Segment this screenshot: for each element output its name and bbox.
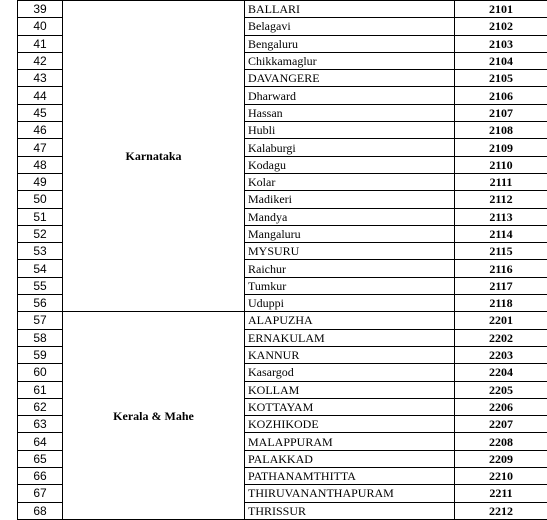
city-code: 2117 [455,277,547,294]
city-name: Tumkur [245,277,455,294]
serial-number: 66 [18,468,63,485]
serial-number: 41 [18,35,63,52]
serial-number: 65 [18,450,63,467]
city-code: 2118 [455,295,547,312]
serial-number: 61 [18,381,63,398]
city-code: 2108 [455,122,547,139]
city-code: 2209 [455,450,547,467]
city-code-table [17,0,547,520]
city-code: 2110 [455,156,547,173]
city-code: 2102 [455,18,547,35]
city-name: ALAPUZHA [245,312,455,329]
state-name: Kerala & Mahe [63,312,245,520]
city-name: PALAKKAD [245,450,455,467]
city-name: Raichur [245,260,455,277]
serial-number: 50 [18,191,63,208]
city-code: 2210 [455,468,547,485]
serial-number: 42 [18,52,63,69]
serial-number: 59 [18,346,63,363]
serial-number: 56 [18,295,63,312]
city-name: Kalaburgi [245,139,455,156]
serial-number: 57 [18,312,63,329]
city-code: 2204 [455,364,547,381]
city-code: 2207 [455,416,547,433]
city-name: KOZHIKODE [245,416,455,433]
city-code: 2205 [455,381,547,398]
city-name: Madikeri [245,191,455,208]
city-name: Kolar [245,173,455,190]
city-name: Dharward [245,87,455,104]
city-code: 2111 [455,173,547,190]
table-body [18,1,547,520]
city-name: Kasargod [245,364,455,381]
city-code: 2202 [455,329,547,346]
serial-number: 62 [18,398,63,415]
city-code: 2114 [455,225,547,242]
city-name: Chikkamaglur [245,52,455,69]
city-name: KANNUR [245,346,455,363]
serial-number: 39 [18,1,63,18]
city-code: 2203 [455,346,547,363]
city-name: Mangaluru [245,225,455,242]
city-name: Hubli [245,122,455,139]
serial-number: 52 [18,225,63,242]
city-code: 2206 [455,398,547,415]
city-name: Mandya [245,208,455,225]
serial-number: 63 [18,416,63,433]
serial-number: 58 [18,329,63,346]
city-code: 2106 [455,87,547,104]
serial-number: 67 [18,485,63,502]
city-code: 2201 [455,312,547,329]
serial-number: 51 [18,208,63,225]
city-code: 2109 [455,139,547,156]
city-name: Bengaluru [245,35,455,52]
city-code: 2105 [455,70,547,87]
serial-number: 60 [18,364,63,381]
serial-number: 43 [18,70,63,87]
city-name: MALAPPURAM [245,433,455,450]
city-name: MYSURU [245,243,455,260]
city-name: THRISSUR [245,502,455,519]
serial-number: 55 [18,277,63,294]
city-code: 2101 [455,1,547,18]
city-code: 2116 [455,260,547,277]
table-row [18,1,547,18]
city-code: 2103 [455,35,547,52]
serial-number: 49 [18,173,63,190]
city-name: PATHANAMTHITTA [245,468,455,485]
serial-number: 45 [18,104,63,121]
city-name: Uduppi [245,295,455,312]
serial-number: 64 [18,433,63,450]
city-code: 2212 [455,502,547,519]
city-name: THIRUVANANTHAPURAM [245,485,455,502]
city-code: 2104 [455,52,547,69]
serial-number: 47 [18,139,63,156]
city-name: Belagavi [245,18,455,35]
serial-number: 46 [18,122,63,139]
serial-number: 53 [18,243,63,260]
serial-number: 68 [18,502,63,519]
city-code: 2113 [455,208,547,225]
city-code: 2211 [455,485,547,502]
city-code: 2208 [455,433,547,450]
serial-number: 48 [18,156,63,173]
serial-number: 40 [18,18,63,35]
city-code: 2107 [455,104,547,121]
serial-number: 54 [18,260,63,277]
city-name: Kodagu [245,156,455,173]
city-name: DAVANGERE [245,70,455,87]
city-name: BALLARI [245,1,455,18]
city-code: 2115 [455,243,547,260]
state-name: Karnataka [63,1,245,312]
table-row [18,312,547,329]
city-name: Hassan [245,104,455,121]
city-name: KOLLAM [245,381,455,398]
city-code: 2112 [455,191,547,208]
city-name: ERNAKULAM [245,329,455,346]
city-name: KOTTAYAM [245,398,455,415]
serial-number: 44 [18,87,63,104]
